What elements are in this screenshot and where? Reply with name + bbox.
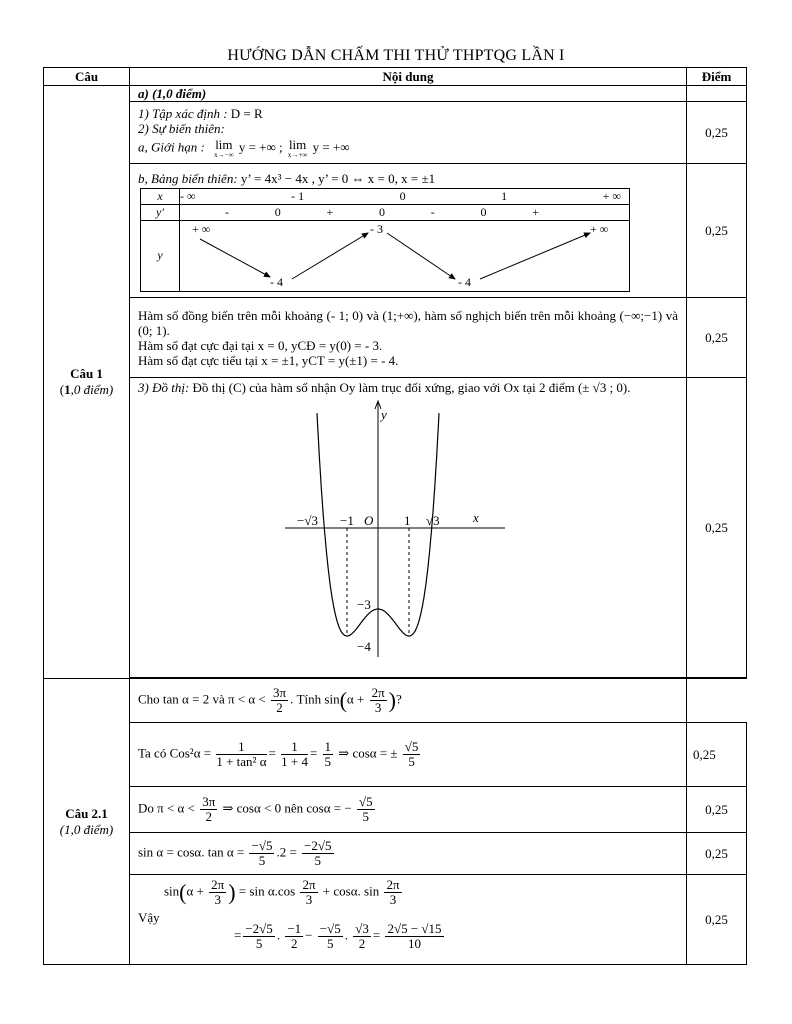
y-right-top: + ∞: [590, 221, 609, 236]
cau21-points: (1,0 điểm): [59, 821, 114, 837]
yprime-value: +: [532, 204, 539, 219]
tick-neg-sqrt3: −√3: [297, 513, 318, 528]
tick-1: 1: [404, 513, 411, 528]
cau1-r1-score: 0,25: [687, 102, 747, 164]
cau21-final-line: = $\frac{-2√5}{5}$ . $\frac{-1}{2}$ − $\frac{-√5}{5}$ . $\frac{√3}{2}$ = $\frac{2√5 - √15}{10}$: [234, 920, 442, 951]
axis-y-label: y: [381, 407, 387, 422]
cau1-r3-score: 0,25: [687, 298, 747, 378]
yprime-value: 0: [480, 204, 487, 219]
y-left-top: + ∞: [192, 221, 211, 236]
cau1-r3: Hàm số đồng biến trên mỗi khoảng (- 1; 0) và (1;+∞), hàm số nghịch biến trên mỗi khoảng (−∞;−1) và (0; 1). Hàm số đạt cực đại tại x = 0, yCĐ = y(0) = - 3. Hàm số đạt cực tiểu tại x = ±1, yCT = y(±1) = - 4.: [138, 307, 678, 368]
axis-x-label: x: [473, 510, 479, 525]
cau21-s1-score: 0,25: [687, 723, 747, 787]
cau1-label: Câu 1: [70, 366, 103, 381]
origin-label: O: [364, 513, 374, 528]
grading-table: [43, 67, 747, 965]
header-noi-dung: Nội dung: [130, 68, 687, 86]
cau21-s2-score: 0,25: [687, 787, 747, 833]
cau21-s3-score: 0,25: [687, 833, 747, 875]
x-value: + ∞: [602, 188, 621, 203]
y-min2: - 4: [458, 274, 471, 289]
cau1-r2: b, Bảng biến thiên: y’ = 4x³ − 4x , y’ = 0 ⇔ x = 0, x = ±1 x - ∞ - 1 0 1 + ∞ y' - 0 + 0 - 0 + y + ∞ - 3 + ∞ - 4 - 4: [130, 168, 686, 294]
label-m3: −3: [357, 597, 371, 612]
tick-neg1: −1: [340, 513, 354, 528]
x-value: - ∞: [180, 188, 196, 203]
x-value: 1: [501, 188, 508, 203]
cau21-step1: Ta có Cos²α = $\frac{1}{\text{1 + tan² α}}$ = $\frac{1}{1 + 4}$ = $\frac{1}{5}$ ⇒ cosα = ± $\frac{√5}{5}$: [138, 739, 419, 769]
page-title: HƯỚNG DẪN CHẤM THI THỬ THPTQG LẦN I: [227, 47, 565, 64]
function-graph: [280, 399, 510, 659]
y-mid-top: - 3: [370, 221, 383, 236]
cau21-problem: Cho tan α = 2 và π < α < $\frac{3\pi}{2}$ . Tính sin(α + $\frac{2\pi}{3}$ )?: [138, 685, 402, 715]
x-value: 0: [399, 188, 406, 203]
cau1-r1: 1) Tập xác định : D = R 2) Sự biến thiên: a, Giới hạn : lim x→−∞ y = +∞ ; lim x→+∞ y = +∞: [138, 106, 350, 159]
cau1-points: (1,0 điểm): [59, 382, 114, 397]
variation-arrows: [180, 221, 620, 291]
header-row: [44, 68, 747, 86]
cau21-s4-score: 0,25: [687, 875, 747, 965]
cau1-r4-score: 0,25: [687, 378, 747, 678]
cau1-r4: 3) Đồ thị: Đồ thị (C) của hàm số nhận Oy làm trục đối xứng, giao với Ox tại 2 điểm (± √3 ; 0).: [138, 380, 631, 395]
header-diem: Điểm: [687, 68, 747, 86]
cau21-step2: Do π < α < $\frac{3\pi}{2}$ ⇒ cosα < 0 nên cosα = − $\frac{√5}{5}$: [138, 794, 373, 824]
header-cau: Câu: [44, 68, 130, 86]
cau21-label-cell: [44, 679, 130, 965]
x-value: - 1: [291, 188, 305, 203]
cau21-step4: Vậy sin(α + $\frac{2\pi}{3}$ ) = sin α.cos $\frac{2\pi}{3}$ + cosα. sin $\frac{2\pi}{3}$ = $\frac{-2√5}{5}$ . $\frac{-1}{2}$ − $\frac{-√5}{5}$ . $\frac{√3}{2}$ = $\frac{2√5 - √15}{10}$: [130, 876, 686, 964]
variation-table: x - ∞ - 1 0 1 + ∞ y' - 0 + 0 - 0 + y + ∞ - 3 + ∞ - 4 - 4: [140, 188, 630, 292]
cau21-label: Câu 2.1: [65, 805, 108, 821]
yprime-value: -: [225, 204, 229, 219]
tick-sqrt3: √3: [426, 513, 440, 528]
cau1-part-a: a) (1,0 điểm): [138, 86, 207, 101]
cau1-label-cell: [44, 86, 130, 679]
yprime-value: +: [326, 204, 334, 219]
yprime-value: 0: [274, 204, 281, 219]
yprime-value: 0: [378, 204, 385, 219]
cau1-r2-score: 0,25: [687, 164, 747, 298]
cau21-step3: sin α = cosα. tan α = $\frac{-√5}{5}$ .2 = $\frac{-2√5}{5}$: [138, 838, 332, 868]
y-min1: - 4: [270, 274, 283, 289]
label-m4: −4: [357, 639, 371, 654]
yprime-value: -: [430, 204, 435, 219]
